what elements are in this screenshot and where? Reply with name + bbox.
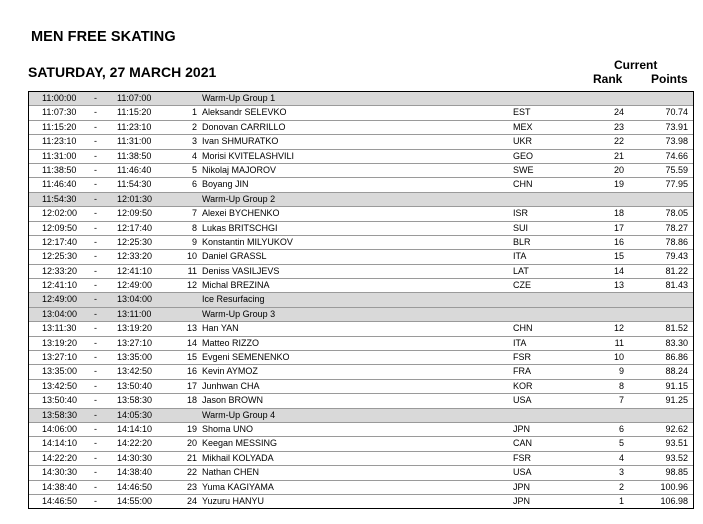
schedule-event-row [29, 409, 693, 423]
skater-row [29, 380, 693, 394]
current-rank: 11 [614, 337, 624, 348]
current-points: 73.91 [665, 121, 688, 132]
end-time: 12:49:00 [117, 280, 153, 291]
time-separator: - [94, 222, 97, 233]
end-time: 12:09:50 [117, 208, 153, 219]
start-time: 11:54:30 [42, 193, 77, 204]
skater-name: Donovan CARRILLO [202, 121, 286, 132]
current-points: 81.52 [665, 323, 688, 334]
event-date: SATURDAY, 27 MARCH 2021 [28, 64, 217, 80]
time-separator: - [94, 337, 97, 348]
skater-row [29, 394, 693, 408]
schedule-event-row [29, 293, 693, 307]
time-separator: - [94, 481, 97, 492]
nation: JPN [513, 423, 531, 434]
end-time: 12:01:30 [117, 193, 153, 204]
time-separator: - [94, 409, 97, 420]
time-separator: - [94, 265, 97, 276]
start-time: 13:42:50 [42, 380, 78, 391]
current-rank: 6 [618, 423, 624, 434]
start-time: 11:31:00 [42, 150, 77, 161]
current-rank: 17 [613, 222, 624, 233]
skater-name: Yuma KAGIYAMA [202, 481, 274, 492]
start-time: 12:17:40 [42, 236, 78, 247]
skater-name: Michal BREZINA [202, 280, 270, 291]
skater-name: Lukas BRITSCHGI [202, 222, 278, 233]
schedule-event-row [29, 92, 693, 106]
end-time: 14:14:10 [117, 423, 153, 434]
end-time: 14:30:30 [117, 452, 153, 463]
current-rank: 23 [613, 121, 624, 132]
time-separator: - [94, 352, 97, 363]
start-number: 4 [191, 150, 197, 161]
start-time: 14:46:50 [42, 495, 78, 506]
time-separator: - [94, 150, 97, 161]
end-time: 13:11:00 [117, 308, 152, 319]
start-time: 14:30:30 [42, 467, 78, 478]
nation: FSR [513, 352, 531, 363]
start-time: 14:38:40 [42, 481, 78, 492]
start-time: 11:00:00 [42, 93, 77, 103]
start-number: 5 [191, 164, 197, 175]
start-number: 13 [186, 323, 197, 334]
skater-name: Keegan MESSING [202, 438, 278, 449]
current-points: 92.62 [665, 423, 688, 434]
time-separator: - [94, 323, 97, 334]
start-time: 11:15:20 [42, 121, 77, 132]
skater-row [29, 351, 693, 365]
current-points: 98.85 [665, 467, 688, 478]
skater-row [29, 207, 693, 221]
end-time: 14:05:30 [117, 409, 153, 420]
end-time: 11:23:10 [117, 121, 152, 132]
end-time: 14:55:00 [117, 495, 153, 506]
end-time: 12:33:20 [117, 251, 153, 262]
nation: BLR [513, 236, 531, 247]
nation: ISR [513, 208, 529, 219]
start-number: 22 [186, 467, 197, 478]
end-time: 12:17:40 [117, 222, 153, 233]
skater-row [29, 437, 693, 451]
nation: USA [513, 395, 532, 406]
nation: ITA [513, 337, 527, 348]
start-number: 15 [186, 352, 197, 363]
current-rank: 22 [613, 136, 624, 147]
schedule-event-row [29, 193, 693, 207]
end-time: 13:35:00 [117, 352, 153, 363]
start-time: 12:49:00 [42, 294, 78, 305]
end-time: 14:46:50 [117, 481, 153, 492]
current-rank: 1 [618, 495, 624, 506]
end-time: 13:50:40 [117, 380, 153, 391]
start-number: 10 [186, 251, 197, 262]
current-points: 81.43 [665, 280, 688, 291]
current-points: 75.59 [665, 164, 688, 175]
skater-row [29, 250, 693, 264]
skater-name: Mikhail KOLYADA [202, 452, 274, 463]
skater-name: Nathan CHEN [202, 467, 260, 478]
time-separator: - [94, 93, 97, 103]
skater-row [29, 452, 693, 466]
skater-name: Junhwan CHA [202, 380, 260, 391]
nation: MEX [513, 121, 533, 132]
start-number: 24 [186, 495, 197, 506]
event-label: Warm-Up Group 3 [202, 308, 276, 319]
end-time: 13:27:10 [117, 337, 153, 348]
current-rank: 20 [613, 164, 624, 175]
time-separator: - [94, 280, 97, 291]
current-rank: 12 [613, 323, 624, 334]
start-number: 6 [191, 179, 197, 190]
nation: CZE [513, 280, 531, 291]
skater-name: Matteo RIZZO [202, 337, 260, 348]
start-time: 13:50:40 [42, 395, 78, 406]
current-rank: 5 [618, 438, 624, 449]
skater-row [29, 365, 693, 379]
end-time: 14:22:20 [117, 438, 153, 449]
start-number: 20 [186, 438, 197, 449]
start-number: 11 [187, 265, 197, 276]
skater-row [29, 495, 693, 508]
current-rank: 3 [618, 467, 624, 478]
skater-name: Jason BROWN [202, 395, 264, 406]
time-separator: - [94, 121, 97, 132]
start-time: 11:23:10 [42, 136, 77, 147]
time-separator: - [94, 164, 97, 175]
skater-name: Boyang JIN [202, 179, 249, 190]
skater-row [29, 222, 693, 236]
nation: CAN [513, 438, 533, 449]
nation: JPN [513, 481, 531, 492]
time-separator: - [94, 395, 97, 406]
current-points: 74.66 [665, 150, 688, 161]
start-number: 23 [186, 481, 197, 492]
end-time: 11:46:40 [117, 164, 152, 175]
current-points: 83.30 [665, 337, 688, 348]
current-rank: 24 [613, 107, 624, 118]
nation: JPN [513, 495, 531, 506]
current-rank: 21 [613, 150, 624, 161]
current-points: 93.51 [665, 438, 688, 449]
start-time: 11:38:50 [42, 164, 77, 175]
start-number: 2 [191, 121, 197, 132]
nation: CHN [513, 179, 533, 190]
end-time: 14:38:40 [117, 467, 153, 478]
event-label: Warm-Up Group 1 [202, 93, 276, 103]
current-points: 79.43 [665, 251, 688, 262]
time-separator: - [94, 294, 97, 305]
end-time: 13:19:20 [117, 323, 153, 334]
time-separator: - [94, 236, 97, 247]
nation: USA [513, 467, 532, 478]
current-points: 73.98 [665, 136, 688, 147]
start-time: 12:02:00 [42, 208, 78, 219]
current-rank: 4 [618, 452, 624, 463]
start-time: 14:06:00 [42, 423, 78, 434]
skater-name: Daniel GRASSL [202, 251, 267, 262]
time-separator: - [94, 438, 97, 449]
start-number: 18 [186, 395, 197, 406]
start-time: 14:22:20 [42, 452, 78, 463]
time-separator: - [94, 380, 97, 391]
time-separator: - [94, 107, 97, 118]
event-label: Warm-Up Group 2 [202, 193, 276, 204]
nation: UKR [513, 136, 533, 147]
start-time: 11:07:30 [42, 107, 77, 118]
skater-row [29, 150, 693, 164]
nation: SWE [513, 164, 534, 175]
start-number: 8 [191, 222, 197, 233]
end-time: 11:38:50 [117, 150, 152, 161]
skater-name: Morisi KVITELASHVILI [202, 150, 295, 161]
current-rank: 8 [618, 380, 624, 391]
start-number: 21 [186, 452, 197, 463]
time-separator: - [94, 495, 97, 506]
time-separator: - [94, 193, 97, 204]
current-rank: 9 [618, 366, 624, 377]
skater-row [29, 337, 693, 351]
skater-row [29, 481, 693, 495]
current-rank: 16 [613, 236, 624, 247]
current-rank: 14 [613, 265, 624, 276]
skater-name: Aleksandr SELEVKO [202, 107, 287, 118]
skater-name: Han YAN [202, 323, 239, 334]
skater-name: Deniss VASILJEVS [202, 265, 280, 276]
start-number: 12 [186, 280, 197, 291]
end-time: 13:42:50 [117, 366, 153, 377]
start-number: 16 [186, 366, 197, 377]
start-number: 7 [191, 208, 197, 219]
current-points: 106.98 [660, 495, 688, 506]
schedule-table [28, 91, 694, 509]
current-points: 86.86 [665, 352, 688, 363]
end-time: 12:25:30 [117, 236, 153, 247]
nation: SUI [513, 222, 529, 233]
start-time: 13:35:00 [42, 366, 78, 377]
start-time: 12:25:30 [42, 251, 78, 262]
event-label: Ice Resurfacing [202, 294, 265, 305]
start-number: 9 [191, 236, 197, 247]
nation: CHN [513, 323, 533, 334]
current-points: 77.95 [665, 179, 688, 190]
skater-row [29, 423, 693, 437]
start-number: 19 [186, 423, 197, 434]
current-points: 78.27 [665, 222, 688, 233]
nation: GEO [513, 150, 534, 161]
schedule-event-row [29, 308, 693, 322]
header-rank: Rank [593, 72, 623, 86]
header-current: Current [614, 58, 658, 72]
event-label: Warm-Up Group 4 [202, 409, 276, 420]
start-time: 11:46:40 [42, 179, 77, 190]
start-number: 14 [186, 337, 197, 348]
skater-row [29, 279, 693, 293]
time-separator: - [94, 208, 97, 219]
skater-name: Konstantin MILYUKOV [202, 236, 293, 247]
skater-name: Ivan SHMURATKO [202, 136, 279, 147]
start-time: 12:33:20 [42, 265, 78, 276]
current-rank: 2 [618, 481, 624, 492]
start-time: 13:19:20 [42, 337, 78, 348]
current-points: 100.96 [660, 481, 688, 492]
time-separator: - [94, 423, 97, 434]
skater-row [29, 265, 693, 279]
end-time: 13:04:00 [117, 294, 153, 305]
current-points: 91.15 [665, 380, 688, 391]
end-time: 12:41:10 [117, 265, 153, 276]
time-separator: - [94, 467, 97, 478]
start-time: 14:14:10 [42, 438, 78, 449]
skater-name: Nikolaj MAJOROV [202, 164, 277, 175]
nation: FSR [513, 452, 531, 463]
skater-row [29, 466, 693, 480]
end-time: 11:31:00 [117, 136, 152, 147]
skater-name: Kevin AYMOZ [202, 366, 258, 377]
end-time: 11:07:00 [117, 93, 152, 103]
nation: FRA [513, 366, 531, 377]
nation: LAT [513, 265, 529, 276]
start-time: 13:27:10 [42, 352, 78, 363]
time-separator: - [94, 251, 97, 262]
start-number: 3 [191, 136, 197, 147]
current-rank: 19 [613, 179, 624, 190]
time-separator: - [94, 179, 97, 190]
current-rank: 7 [618, 395, 624, 406]
skater-row [29, 106, 693, 120]
nation: KOR [513, 380, 533, 391]
time-separator: - [94, 136, 97, 147]
end-time: 11:54:30 [117, 179, 152, 190]
current-rank: 13 [613, 280, 624, 291]
start-time: 13:04:00 [42, 308, 78, 319]
start-time: 13:11:30 [42, 323, 77, 334]
page-title: MEN FREE SKATING [31, 29, 176, 45]
time-separator: - [94, 452, 97, 463]
skater-row [29, 236, 693, 250]
current-points: 70.74 [665, 107, 688, 118]
start-time: 12:09:50 [42, 222, 78, 233]
skater-row [29, 178, 693, 192]
start-time: 12:41:10 [42, 280, 78, 291]
skater-row [29, 322, 693, 336]
current-points: 88.24 [665, 366, 688, 377]
skater-row [29, 164, 693, 178]
end-time: 11:15:20 [117, 107, 152, 118]
start-number: 17 [186, 380, 197, 391]
skater-row [29, 121, 693, 135]
time-separator: - [94, 308, 97, 319]
current-rank: 18 [613, 208, 624, 219]
skater-row [29, 135, 693, 149]
nation: EST [513, 107, 531, 118]
current-points: 91.25 [665, 395, 688, 406]
time-separator: - [94, 366, 97, 377]
skater-name: Shoma UNO [202, 423, 254, 434]
skater-name: Evgeni SEMENENKO [202, 352, 290, 363]
current-points: 78.05 [665, 208, 688, 219]
end-time: 13:58:30 [117, 395, 153, 406]
current-points: 93.52 [665, 452, 688, 463]
start-time: 13:58:30 [42, 409, 78, 420]
header-points: Points [651, 72, 688, 86]
current-rank: 15 [613, 251, 624, 262]
nation: ITA [513, 251, 527, 262]
current-points: 78.86 [665, 236, 688, 247]
current-rank: 10 [613, 352, 624, 363]
skater-name: Alexei BYCHENKO [202, 208, 280, 219]
start-number: 1 [191, 107, 197, 118]
current-points: 81.22 [665, 265, 688, 276]
skater-name: Yuzuru HANYU [202, 495, 265, 506]
